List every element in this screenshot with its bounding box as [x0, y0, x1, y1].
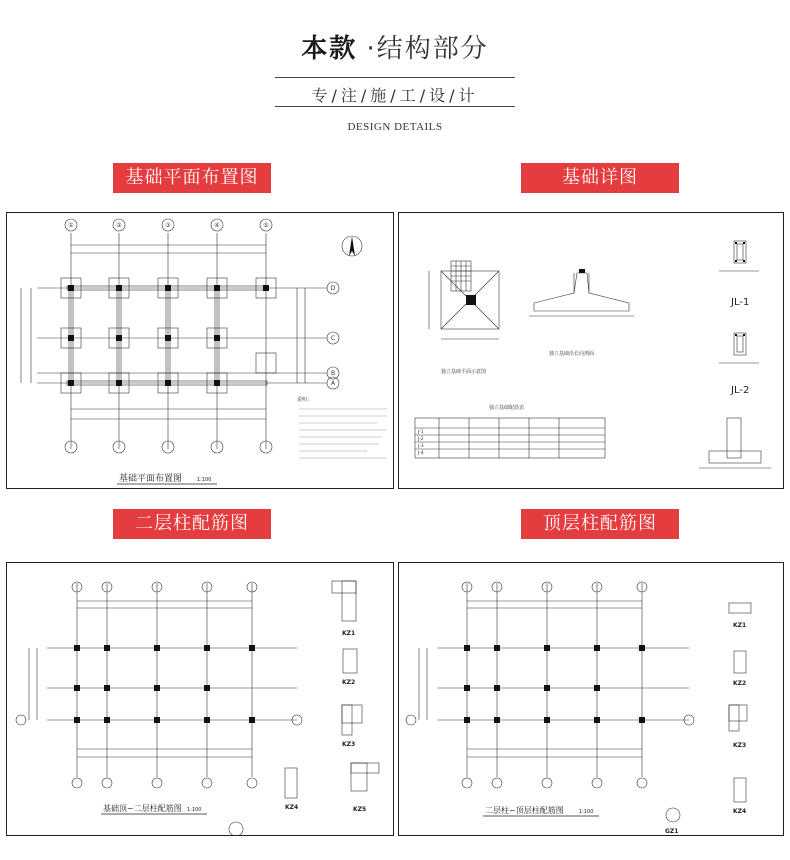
- grid-label-b: B: [330, 370, 336, 377]
- foundation-plan-scale: 1:100: [197, 477, 212, 483]
- foundation-plan-drawing: [7, 213, 394, 489]
- top-floor-scale: 1:100: [579, 809, 594, 815]
- panel-second-floor: [6, 562, 394, 836]
- table-row-j1: J-1: [418, 430, 424, 435]
- second-floor-caption: 基础顶~二层柱配筋图: [103, 804, 182, 813]
- panel-foundation-detail: [398, 212, 784, 489]
- title-bold: 本款: [301, 34, 358, 64]
- table-row-j4: J-4: [418, 451, 424, 456]
- column-label-kz3: KZ3: [733, 742, 747, 749]
- grid-label-c: C: [330, 335, 336, 342]
- grid-label-3: ③: [165, 222, 171, 229]
- title-divider-top: [275, 77, 515, 78]
- column-label-kz3: KZ3: [342, 741, 356, 748]
- panel-top-floor: [398, 562, 784, 836]
- title-divider-bottom: [275, 106, 515, 107]
- grid-label-d: D: [330, 285, 336, 292]
- label-foundation-plan: 基础平面布置图: [113, 163, 271, 193]
- label-top-floor: 顶层柱配筋图: [521, 509, 679, 539]
- second-floor-drawing: [7, 563, 394, 836]
- top-floor-drawing: [399, 563, 784, 836]
- footing-section-caption: 独立基础沿长向剖面: [549, 351, 595, 357]
- top-floor-caption: 二层柱~顶层柱配筋图: [485, 806, 564, 815]
- column-label-kz2: KZ2: [733, 680, 747, 687]
- column-label-kz1: KZ1: [733, 622, 747, 629]
- design-details: DESIGN DETAILS: [347, 121, 443, 133]
- label-foundation-detail: 基础详图: [521, 163, 679, 193]
- title-light: ·结构部分: [366, 34, 489, 64]
- grid-label-a: A: [330, 380, 336, 387]
- column-label-kz2: KZ2: [342, 679, 356, 686]
- column-label-kz4: KZ4: [733, 808, 747, 815]
- beam-label-jl1: JL-1: [731, 297, 750, 308]
- page-header: [0, 28, 790, 65]
- page-subtitle: 专/注/施/工/设/计: [311, 86, 479, 105]
- label-second-floor: 二层柱配筋图: [113, 509, 271, 539]
- column-label-kz4: KZ4: [285, 804, 299, 811]
- footing-plan-caption: 独立基础平面示意图: [441, 369, 487, 375]
- foundation-detail-drawing: [399, 213, 784, 489]
- panel-foundation-plan: [6, 212, 394, 489]
- notes-title: 说明：: [297, 397, 313, 403]
- page-title: [0, 28, 790, 65]
- foundation-notes: [297, 396, 387, 458]
- second-floor-scale: 1:100: [187, 807, 202, 813]
- gz-label: GZ1: [665, 828, 679, 835]
- grid-label-2: ②: [116, 222, 122, 229]
- grid-label-5: ⑤: [263, 222, 269, 229]
- table-row-j2: J-2: [418, 437, 424, 442]
- beam-label-jl2: JL-2: [731, 385, 750, 396]
- grid-label-4: ④: [214, 222, 220, 229]
- grid-label-1: ①: [68, 222, 74, 229]
- column-label-kz1: KZ1: [342, 630, 356, 637]
- table-row-j3: J-3: [418, 444, 424, 449]
- footing-table-title: 独立基础配筋表: [489, 405, 525, 411]
- foundation-plan-caption: 基础平面布置图: [119, 474, 183, 484]
- column-label-kz5: KZ5: [353, 806, 367, 813]
